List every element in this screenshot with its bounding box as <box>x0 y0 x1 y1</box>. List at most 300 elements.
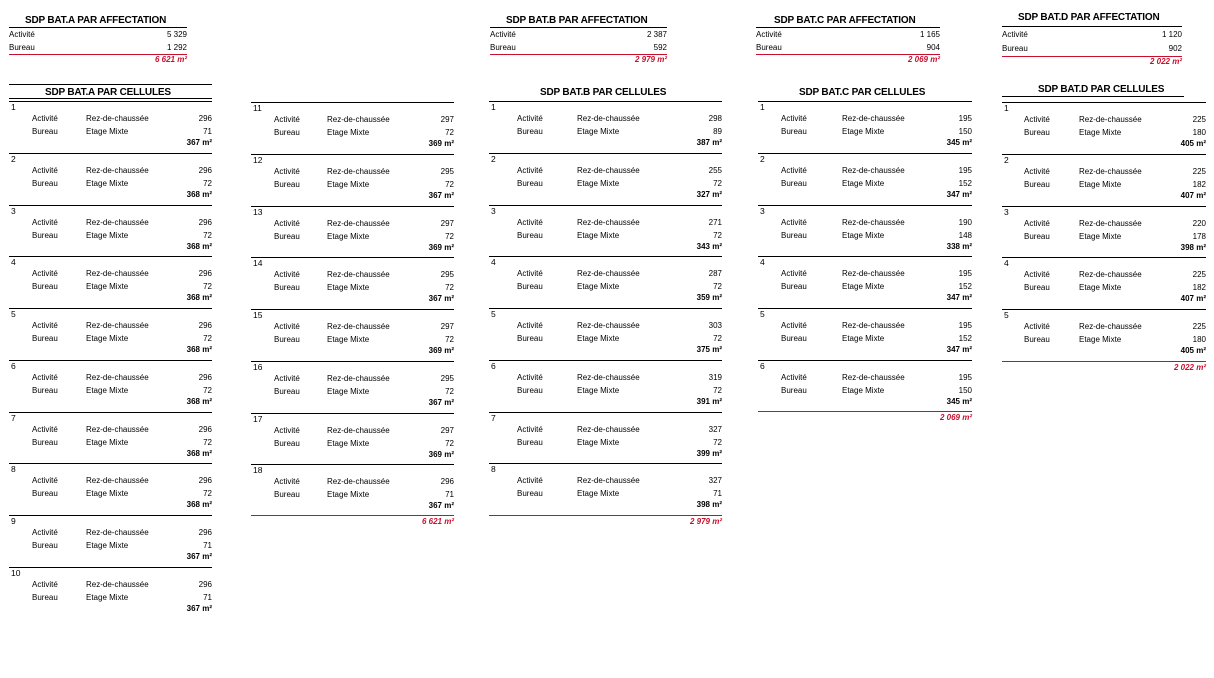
row-value: 225 <box>1192 166 1206 176</box>
cell-row-activite <box>758 267 972 280</box>
affectation-label: Activité <box>756 30 782 39</box>
cell-total: 338 m² <box>946 241 972 251</box>
row-type: Activité <box>32 476 58 486</box>
cell-row-activite <box>251 424 454 437</box>
row-type: Bureau <box>781 385 807 395</box>
row-value: 255 <box>708 165 722 175</box>
cell-total: 399 m² <box>696 448 722 458</box>
row-value: 72 <box>713 230 722 240</box>
row-value: 195 <box>958 114 972 123</box>
row-level: Etage Mixte <box>86 592 129 602</box>
cell-row-activite <box>251 475 454 488</box>
cell-row-activite <box>1002 320 1206 333</box>
row-level: Rez-de-chaussée <box>577 217 640 227</box>
affectation-value: 2 387 <box>646 30 667 39</box>
cell-group <box>1002 102 1206 154</box>
row-value: 150 <box>958 127 972 136</box>
cell-total: 405 m² <box>1180 346 1206 355</box>
cell-number: 9 <box>11 516 16 526</box>
row-value: 297 <box>440 218 454 228</box>
cell-group <box>758 256 972 308</box>
affectation-label: Bureau <box>756 43 782 52</box>
row-value: 71 <box>203 592 212 602</box>
row-value: 295 <box>440 166 454 176</box>
cell-group <box>1002 257 1206 309</box>
row-level: Etage Mixte <box>86 334 129 343</box>
row-type: Activité <box>781 321 807 330</box>
row-type: Bureau <box>32 178 58 188</box>
cellules-a-column <box>9 84 212 624</box>
cell-number: 18 <box>253 465 263 476</box>
row-value: 150 <box>958 385 972 395</box>
cell-row-activite <box>489 423 722 436</box>
row-level: Etage Mixte <box>86 385 129 395</box>
row-type: Bureau <box>32 230 58 240</box>
row-level: Etage Mixte <box>577 230 620 240</box>
cellules-b-total: 2 979 m² <box>689 517 722 526</box>
cell-group <box>758 360 972 412</box>
cell-row-activite <box>489 319 722 332</box>
row-value: 72 <box>713 334 722 343</box>
cell-row-activite <box>9 319 212 332</box>
cell-total: 368 m² <box>186 345 212 354</box>
cell-group <box>489 308 722 360</box>
row-type: Bureau <box>517 437 543 447</box>
row-level: Etage Mixte <box>327 438 370 448</box>
cell-row-activite <box>758 319 972 332</box>
cell-number: 3 <box>491 205 496 216</box>
row-level: Etage Mixte <box>1079 179 1122 189</box>
row-type: Activité <box>781 372 807 382</box>
row-value: 295 <box>440 270 454 280</box>
cell-total: 345 m² <box>946 138 972 147</box>
cell-number: 5 <box>491 309 496 319</box>
divider <box>1002 96 1184 97</box>
row-type: Activité <box>1024 115 1050 124</box>
cell-number: 5 <box>760 309 765 319</box>
row-value: 182 <box>1192 179 1206 189</box>
row-level: Etage Mixte <box>577 437 620 447</box>
cell-total: 398 m² <box>696 500 722 510</box>
divider <box>1002 102 1206 103</box>
row-type: Activité <box>1024 218 1050 228</box>
cell-total: 343 m² <box>696 241 722 251</box>
cellules-c-total: 2 069 m² <box>939 413 972 422</box>
row-level: Etage Mixte <box>842 334 885 343</box>
row-type: Bureau <box>1024 231 1050 241</box>
affectation-c <box>756 14 940 70</box>
row-type: Activité <box>32 321 58 330</box>
cell-total: 367 m² <box>428 294 454 304</box>
affectation-row <box>490 41 667 54</box>
cellules-b-title: SDP BAT.B PAR CELLULES <box>540 87 667 98</box>
cell-group <box>251 361 454 413</box>
row-level: Rez-de-chaussée <box>842 165 905 175</box>
row-type: Bureau <box>1024 335 1050 344</box>
row-value: 72 <box>203 385 212 395</box>
cell-number: 17 <box>253 413 263 424</box>
row-type: Activité <box>517 372 543 382</box>
row-type: Bureau <box>32 127 58 136</box>
row-type: Bureau <box>274 490 300 500</box>
row-level: Etage Mixte <box>842 282 885 292</box>
row-type: Bureau <box>517 178 543 188</box>
row-value: 71 <box>203 127 212 136</box>
row-value: 296 <box>198 579 212 589</box>
cell-row-bureau <box>251 333 454 346</box>
divider <box>251 257 454 258</box>
cell-row-activite <box>1002 113 1206 126</box>
cell-group <box>758 153 972 205</box>
affectation-value: 1 165 <box>919 30 940 39</box>
row-level: Rez-de-chaussée <box>327 218 390 228</box>
row-value: 296 <box>198 114 212 123</box>
row-level: Etage Mixte <box>327 490 370 500</box>
cell-row-bureau <box>251 230 454 243</box>
row-type: Activité <box>781 269 807 279</box>
row-value: 72 <box>713 437 722 447</box>
affectation-value: 904 <box>926 43 940 52</box>
row-value: 195 <box>958 321 972 330</box>
cell-group <box>1002 154 1206 206</box>
cell-number: 8 <box>11 464 16 475</box>
row-level: Etage Mixte <box>86 230 129 240</box>
row-level: Etage Mixte <box>842 178 885 188</box>
cell-group <box>251 309 454 361</box>
cell-number: 2 <box>1004 154 1009 165</box>
row-type: Bureau <box>274 231 300 241</box>
row-type: Activité <box>781 114 807 123</box>
row-value: 287 <box>708 269 722 279</box>
row-type: Activité <box>517 269 543 279</box>
row-level: Rez-de-chaussée <box>842 321 905 330</box>
cell-row-bureau <box>758 177 972 190</box>
cell-row-bureau <box>9 487 212 500</box>
cell-number: 2 <box>491 153 496 164</box>
row-type: Bureau <box>274 335 300 344</box>
divider <box>251 102 454 103</box>
row-type: Bureau <box>517 385 543 395</box>
row-type: Activité <box>32 579 58 589</box>
row-type: Activité <box>274 477 300 487</box>
cell-number: 7 <box>491 412 496 423</box>
row-type: Activité <box>274 218 300 228</box>
affectation-a-title: SDP BAT.A PAR AFFECTATION <box>25 15 167 26</box>
cell-total: 369 m² <box>428 449 454 459</box>
divider <box>489 153 722 154</box>
row-level: Etage Mixte <box>86 489 129 499</box>
divider <box>9 153 212 154</box>
cell-total: 359 m² <box>696 293 722 303</box>
affectation-label: Activité <box>1002 30 1028 39</box>
cell-number: 1 <box>1004 103 1009 113</box>
row-level: Rez-de-chaussée <box>86 528 149 537</box>
row-level: Etage Mixte <box>1079 231 1122 241</box>
row-level: Rez-de-chaussée <box>327 373 390 383</box>
cell-total: 375 m² <box>696 345 722 354</box>
cell-row-bureau <box>9 539 212 552</box>
cell-group <box>489 463 722 515</box>
row-type: Bureau <box>517 489 543 499</box>
row-type: Bureau <box>1024 179 1050 189</box>
row-value: 296 <box>198 165 212 175</box>
cell-total: 367 m² <box>186 552 212 561</box>
cell-row-activite <box>1002 268 1206 281</box>
row-level: Etage Mixte <box>842 230 885 240</box>
row-level: Etage Mixte <box>86 127 129 136</box>
row-value: 296 <box>440 477 454 487</box>
cell-group <box>251 102 454 154</box>
affectation-a <box>9 14 187 70</box>
row-value: 296 <box>198 321 212 330</box>
affectation-row <box>1002 42 1182 55</box>
row-type: Activité <box>32 114 58 123</box>
row-type: Bureau <box>32 437 58 447</box>
affectation-value: 592 <box>653 43 667 52</box>
cell-row-bureau <box>251 437 454 450</box>
divider <box>9 515 212 516</box>
cell-group <box>251 206 454 258</box>
row-level: Rez-de-chaussée <box>327 425 390 435</box>
divider <box>9 101 212 102</box>
cell-number: 6 <box>491 360 496 371</box>
cell-total: 368 m² <box>186 241 212 251</box>
divider <box>489 308 722 309</box>
cell-number: 4 <box>1004 258 1009 269</box>
row-level: Etage Mixte <box>327 386 370 396</box>
cell-row-activite <box>251 113 454 126</box>
row-value: 72 <box>445 231 454 241</box>
row-type: Bureau <box>517 334 543 343</box>
cellules-a-title: SDP BAT.A PAR CELLULES <box>45 87 171 98</box>
row-value: 225 <box>1192 115 1206 124</box>
row-type: Activité <box>517 114 543 123</box>
cellules-c-column <box>758 86 972 426</box>
affectation-value: 1 292 <box>166 43 187 52</box>
cell-total: 367 m² <box>428 190 454 200</box>
row-level: Etage Mixte <box>86 541 129 550</box>
row-value: 303 <box>708 321 722 330</box>
divider <box>1002 309 1206 310</box>
row-type: Bureau <box>1024 283 1050 293</box>
row-level: Rez-de-chaussée <box>577 476 640 486</box>
cell-group <box>489 360 722 412</box>
cell-row-activite <box>489 164 722 177</box>
cell-number: 3 <box>1004 206 1009 217</box>
affectation-label: Activité <box>9 30 35 39</box>
divider <box>758 101 972 102</box>
row-type: Bureau <box>32 334 58 343</box>
row-level: Rez-de-chaussée <box>577 372 640 382</box>
row-value: 152 <box>958 178 972 188</box>
cell-row-activite <box>489 112 722 125</box>
row-level: Rez-de-chaussée <box>86 114 149 123</box>
row-value: 152 <box>958 282 972 292</box>
row-type: Bureau <box>274 438 300 448</box>
cell-group <box>1002 206 1206 258</box>
affectation-c-total: 2 069 m² <box>907 55 940 64</box>
row-level: Etage Mixte <box>86 282 129 292</box>
row-value: 296 <box>198 217 212 227</box>
row-level: Rez-de-chaussée <box>1079 270 1142 280</box>
cell-number: 5 <box>11 309 16 319</box>
cellules-b-column <box>489 86 722 531</box>
row-type: Activité <box>517 165 543 175</box>
row-value: 296 <box>198 372 212 382</box>
row-value: 195 <box>958 165 972 175</box>
cell-row-activite <box>489 371 722 384</box>
cell-row-activite <box>251 165 454 178</box>
cell-row-activite <box>251 217 454 230</box>
cell-row-bureau <box>758 280 972 293</box>
row-type: Activité <box>32 528 58 537</box>
row-type: Bureau <box>781 178 807 188</box>
cell-row-activite <box>251 372 454 385</box>
row-level: Etage Mixte <box>327 231 370 241</box>
row-value: 327 <box>708 424 722 434</box>
affectation-row <box>9 28 187 41</box>
row-type: Activité <box>781 165 807 175</box>
row-type: Activité <box>517 217 543 227</box>
row-level: Rez-de-chaussée <box>1079 166 1142 176</box>
row-value: 225 <box>1192 270 1206 280</box>
cell-row-bureau <box>251 385 454 398</box>
row-value: 72 <box>445 128 454 137</box>
cell-total: 369 m² <box>428 346 454 355</box>
row-type: Activité <box>32 372 58 382</box>
cell-number: 4 <box>491 257 496 268</box>
row-type: Bureau <box>274 128 300 137</box>
row-type: Activité <box>1024 166 1050 176</box>
row-value: 319 <box>708 372 722 382</box>
cell-group <box>758 101 972 153</box>
cell-number: 4 <box>760 257 765 268</box>
row-level: Rez-de-chaussée <box>327 115 390 124</box>
divider <box>1002 257 1206 258</box>
cell-total: 368 m² <box>186 293 212 303</box>
row-value: 295 <box>440 373 454 383</box>
row-level: Etage Mixte <box>577 385 620 395</box>
row-type: Activité <box>274 425 300 435</box>
row-value: 72 <box>445 335 454 344</box>
divider <box>9 256 212 257</box>
cell-total: 367 m² <box>428 397 454 407</box>
row-value: 71 <box>713 489 722 499</box>
row-level: Rez-de-chaussée <box>86 269 149 279</box>
row-value: 327 <box>708 476 722 486</box>
row-value: 182 <box>1192 283 1206 293</box>
cell-total: 391 m² <box>696 396 722 406</box>
cell-total: 347 m² <box>946 293 972 303</box>
row-type: Bureau <box>32 592 58 602</box>
row-level: Rez-de-chaussée <box>842 114 905 123</box>
cellules-a-total: 6 621 m² <box>421 517 454 526</box>
cell-group <box>489 101 722 153</box>
cell-row-bureau <box>251 126 454 139</box>
row-value: 72 <box>713 385 722 395</box>
row-type: Activité <box>274 373 300 383</box>
cell-row-bureau <box>9 125 212 138</box>
row-value: 72 <box>713 178 722 188</box>
divider <box>251 464 454 465</box>
cell-total: 407 m² <box>1180 190 1206 200</box>
row-type: Activité <box>32 424 58 434</box>
cell-number: 4 <box>11 257 16 268</box>
row-value: 298 <box>708 114 722 123</box>
row-level: Rez-de-chaussée <box>577 114 640 123</box>
affectation-row <box>756 41 940 54</box>
cell-number: 3 <box>760 205 765 216</box>
cell-row-activite <box>9 216 212 229</box>
row-value: 72 <box>203 437 212 447</box>
cell-group <box>9 256 212 308</box>
cell-row-bureau <box>251 281 454 294</box>
row-type: Activité <box>274 115 300 124</box>
divider <box>9 84 212 85</box>
divider <box>489 360 722 361</box>
row-type: Bureau <box>517 230 543 240</box>
cell-number: 3 <box>11 205 16 216</box>
divider <box>489 256 722 257</box>
row-level: Rez-de-chaussée <box>86 165 149 175</box>
cell-row-bureau <box>1002 178 1206 191</box>
divider <box>1002 206 1206 207</box>
cell-total: 345 m² <box>946 396 972 406</box>
cell-row-bureau <box>489 384 722 397</box>
cell-row-bureau <box>758 332 972 345</box>
cell-number: 13 <box>253 206 263 217</box>
row-level: Rez-de-chaussée <box>327 477 390 487</box>
row-level: Etage Mixte <box>577 334 620 343</box>
cell-row-activite <box>9 423 212 436</box>
cellules-c-title: SDP BAT.C PAR CELLULES <box>799 87 926 98</box>
cell-group <box>9 360 212 412</box>
row-level: Etage Mixte <box>842 127 885 136</box>
cell-row-activite <box>1002 217 1206 230</box>
row-value: 296 <box>198 528 212 537</box>
row-level: Rez-de-chaussée <box>842 372 905 382</box>
divider <box>1002 154 1206 155</box>
divider <box>251 309 454 310</box>
cell-number: 1 <box>760 102 765 112</box>
cell-number: 14 <box>253 258 263 269</box>
cell-group <box>489 153 722 205</box>
cell-row-bureau <box>9 280 212 293</box>
affectation-label: Activité <box>490 30 516 39</box>
row-level: Etage Mixte <box>327 179 370 189</box>
cell-group <box>9 515 212 567</box>
divider <box>9 567 212 568</box>
row-value: 72 <box>203 178 212 188</box>
cell-row-bureau <box>251 178 454 191</box>
row-value: 72 <box>203 230 212 240</box>
row-value: 72 <box>713 282 722 292</box>
row-level: Rez-de-chaussée <box>577 269 640 279</box>
row-type: Activité <box>1024 322 1050 331</box>
cell-number: 2 <box>760 153 765 164</box>
cell-row-bureau <box>9 436 212 449</box>
row-level: Rez-de-chaussée <box>327 166 390 176</box>
row-level: Rez-de-chaussée <box>86 217 149 227</box>
cell-row-activite <box>9 578 212 591</box>
cell-group <box>251 154 454 206</box>
cell-number: 1 <box>491 102 496 112</box>
cell-total: 367 m² <box>428 501 454 511</box>
divider <box>9 308 212 309</box>
cell-row-activite <box>758 216 972 229</box>
divider <box>251 361 454 362</box>
cell-row-activite <box>9 371 212 384</box>
